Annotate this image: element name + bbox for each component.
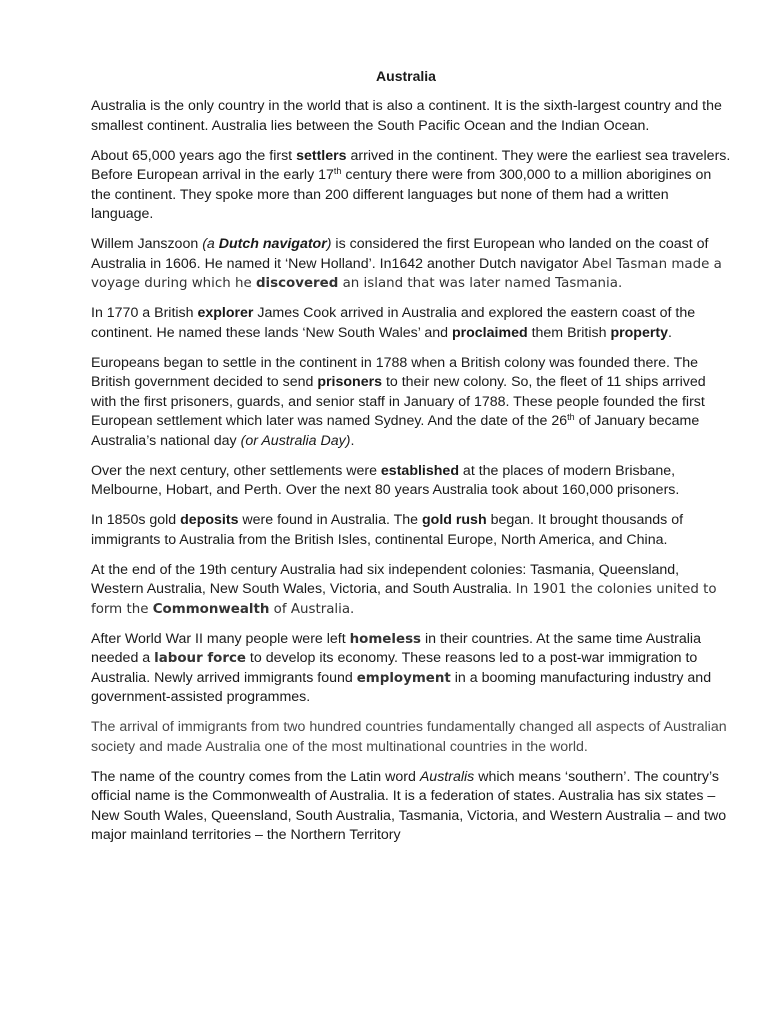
paragraph-8 [91, 561, 731, 620]
paragraph-2 [91, 147, 731, 225]
paragraph-6-text: at the places of modern Brisbane, Melbourne, Hobart, and Perth. Over the next 80 years Australia took about 160,000 prisoners. [91, 462, 680, 498]
paragraph-5-text: to their new colony. So, the fleet of 11 ships arrived with the first prisoners, guards, and senior staff in January of 1788. These people founded the first European settlement which later was named Sydney. And the date of the 26 [91, 374, 706, 429]
paragraph-5 [91, 354, 731, 452]
paragraph-4-text: them British [527, 324, 611, 341]
paragraph-11-text: which means ‘southern’. The country’s official name is the Commonwealth of Australia. It is a federation of states. Australia has six states – New South Wales, Queensland, South Australia, Tasmania, Victoria, and Western Australia – and two major mainland territories – the Northern Territory [91, 768, 727, 843]
ordinal-suffix: th [567, 412, 575, 422]
paragraph-9-text: After World War II many people were left [91, 630, 350, 647]
term-australis: Australis [419, 768, 475, 785]
paragraph-3-text: Abel Tasman made a voyage during which he [91, 256, 722, 291]
paragraph-3-text: is considered the first European who landed on the coast of Australia in 1606. He named it ‘New Holland’. In1642 another Dutch navigator [91, 236, 709, 272]
term-explorer: explorer [197, 305, 254, 321]
paragraph-2-text: century there were from 300,000 to a million aborigines on the continent. They spoke more than 200 different languages but none of them had a written language. [91, 167, 712, 222]
paragraph-4-text: James Cook arrived in Australia and explored the eastern coast of the continent. He named these lands ‘New South Wales’ and [91, 305, 696, 341]
paragraph-2-text: About 65,000 years ago the first [91, 147, 297, 164]
paragraph-9-text: in their countries. At the same time Australia needed a [91, 630, 701, 666]
term-deposits: deposits [180, 512, 239, 528]
paragraph-3 [91, 235, 731, 294]
paragraph-2-text: arrived in the continent. They were the earliest sea travelers. Before European arrival in the early 17 [91, 147, 731, 183]
paragraph-4-text: In 1770 a British [91, 305, 198, 321]
paragraph-3-italic: (a [202, 236, 219, 252]
paragraph-4 [91, 304, 731, 343]
paragraph-3-text: Willem Janszoon [91, 236, 203, 252]
term-settlers: settlers [296, 147, 347, 164]
paragraph-1 [91, 97, 731, 136]
paragraph-8-text: In 1901 the colonies united to form the [91, 582, 717, 617]
term-gold-rush: gold rush [421, 512, 487, 528]
paragraph-5-text: Europeans began to settle in the continent in 1788 when a British colony was founded there. The British government decided to send [91, 354, 699, 390]
term-property: property [610, 324, 668, 341]
ordinal-suffix: th [333, 166, 342, 176]
paragraph-4-text: . [667, 324, 672, 341]
paragraph-10 [91, 718, 731, 757]
document-title: Australia [376, 68, 436, 84]
term-prisoners: prisoners [317, 374, 382, 390]
paragraph-8-text: of Australia. [269, 601, 355, 617]
paragraph-7-text: began. It brought thousands of immigrants to Australia from the British Isles, continental Europe, North America, and China. [91, 512, 684, 548]
term-dutch-navigator: Dutch navigator [218, 236, 327, 252]
paragraph-11 [91, 768, 731, 846]
term-established: established [380, 462, 459, 479]
term-employment: employment [356, 670, 451, 686]
paragraph-9-text: to develop its economy. These reasons led to a post-war immigration to Australia. Newly arrived immigrants found [91, 650, 698, 686]
paragraph-9-text: in a booming manufacturing industry and government-assisted programmes. [91, 669, 712, 705]
document-body [91, 97, 731, 856]
paragraph-1-text: Australia is the only country in the world that is also a continent. It is the sixth-largest country and the smallest continent. Australia lies between the South Pacific Ocean and the Indian Ocean. [91, 98, 722, 134]
term-proclaimed: proclaimed [451, 324, 528, 341]
paragraph-5-italic: (or Australia Day) [240, 432, 351, 449]
paragraph-6 [91, 462, 731, 501]
paragraph-7 [91, 511, 731, 550]
paragraph-3-text: an island that was later named Tasmania. [338, 276, 623, 291]
term-homeless: homeless [349, 631, 422, 647]
paragraph-5-text: of January became Australia’s national day [91, 413, 700, 449]
paragraph-7-text: In 1850s gold [91, 512, 181, 528]
paragraph-8-text: At the end of the 19th century Australia had six independent colonies: Tasmania, Queensland, Western Australia, New South Wales, Victoria, and South Australia. [91, 561, 680, 597]
term-labour-force: labour force [154, 651, 246, 666]
paragraph-6-text: Over the next century, other settlements were [91, 462, 381, 479]
term-commonwealth: Commonwealth [152, 601, 270, 617]
paragraph-5-text: . [350, 432, 355, 449]
paragraph-7-text: were found in Australia. The [238, 512, 422, 528]
paragraph-3-italic: ) [326, 236, 332, 252]
paragraph-11-text: The name of the country comes from the Latin word [91, 768, 420, 785]
paragraph-10-text: The arrival of immigrants from two hundred countries fundamentally changed all aspects of Australian society and made Australia one of the most multinational countries in the world. [91, 719, 727, 755]
paragraph-9 [91, 630, 731, 708]
term-discovered: discovered [255, 276, 339, 291]
